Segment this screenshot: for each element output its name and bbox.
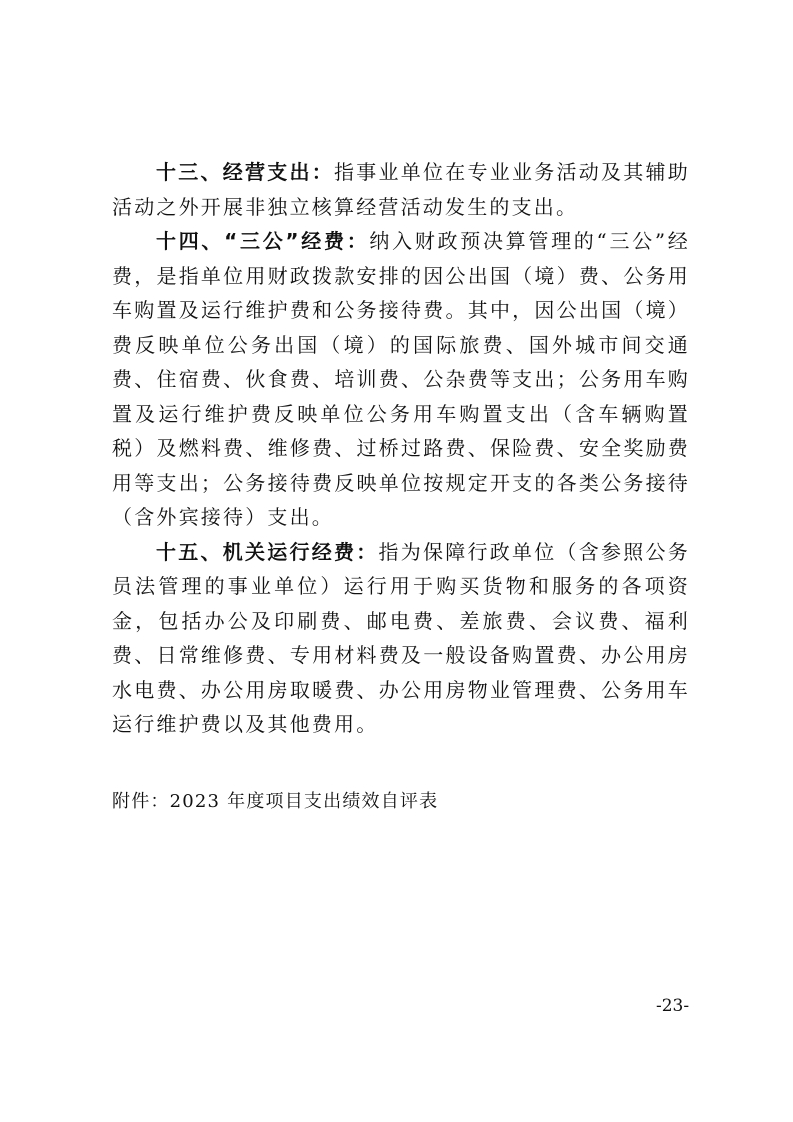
paragraph-text: 指为保障行政单位（含参照公务员法管理的事业单位）运行用于购买货物和服务的各项资金，包括办公及印刷费、邮电费、差旅费、会议费、福利费、日常维修费、专用材料费及一般设备购置费、办公用房水电费、办公用房取暖费、办公用房物业管理费、公务用车运行维护费以及其他费用。 <box>112 539 690 736</box>
paragraph-agency-operating-expenses <box>112 535 690 742</box>
paragraph-three-public-expenses <box>112 224 690 535</box>
paragraph-text: 指事业单位在专业业务活动及其辅助活动之外开展非独立核算经营活动发生的支出。 <box>112 160 691 219</box>
paragraph-heading: 十五、机关运行经费 <box>156 539 357 564</box>
heading-colon: ： <box>346 229 370 253</box>
attachment-note: 附件：2023 年度项目支出绩效自评表 <box>112 791 439 812</box>
paragraph-heading: 十三、经营支出 <box>156 160 312 184</box>
paragraph-text: 纳入财政预决算管理的“三公”经费，是指单位用财政拨款安排的因公出国（境）费、公务用车购置及运行维护费和公务接待费。其中，因公出国（境）费反映单位公务出国（境）的国际旅费、国外城市间交通费、住宿费、伙食费、培训费、公杂费等支出；公务用车购置及运行维护费反映单位公务用车购置支出（含车辆购置税）及燃料费、维修费、过桥过路费、保险费、安全奖励费用等支出；公务接待费反映单位按规定开支的各类公务接待（含外宾接待）支出。 <box>112 229 691 529</box>
paragraph-operating-expenditure <box>112 155 690 224</box>
paragraph-heading: 十四、“三公”经费 <box>156 229 347 253</box>
page-number: -23- <box>656 996 690 1016</box>
heading-colon: ： <box>356 539 379 564</box>
document-body <box>112 155 690 742</box>
heading-colon: ： <box>311 160 335 184</box>
